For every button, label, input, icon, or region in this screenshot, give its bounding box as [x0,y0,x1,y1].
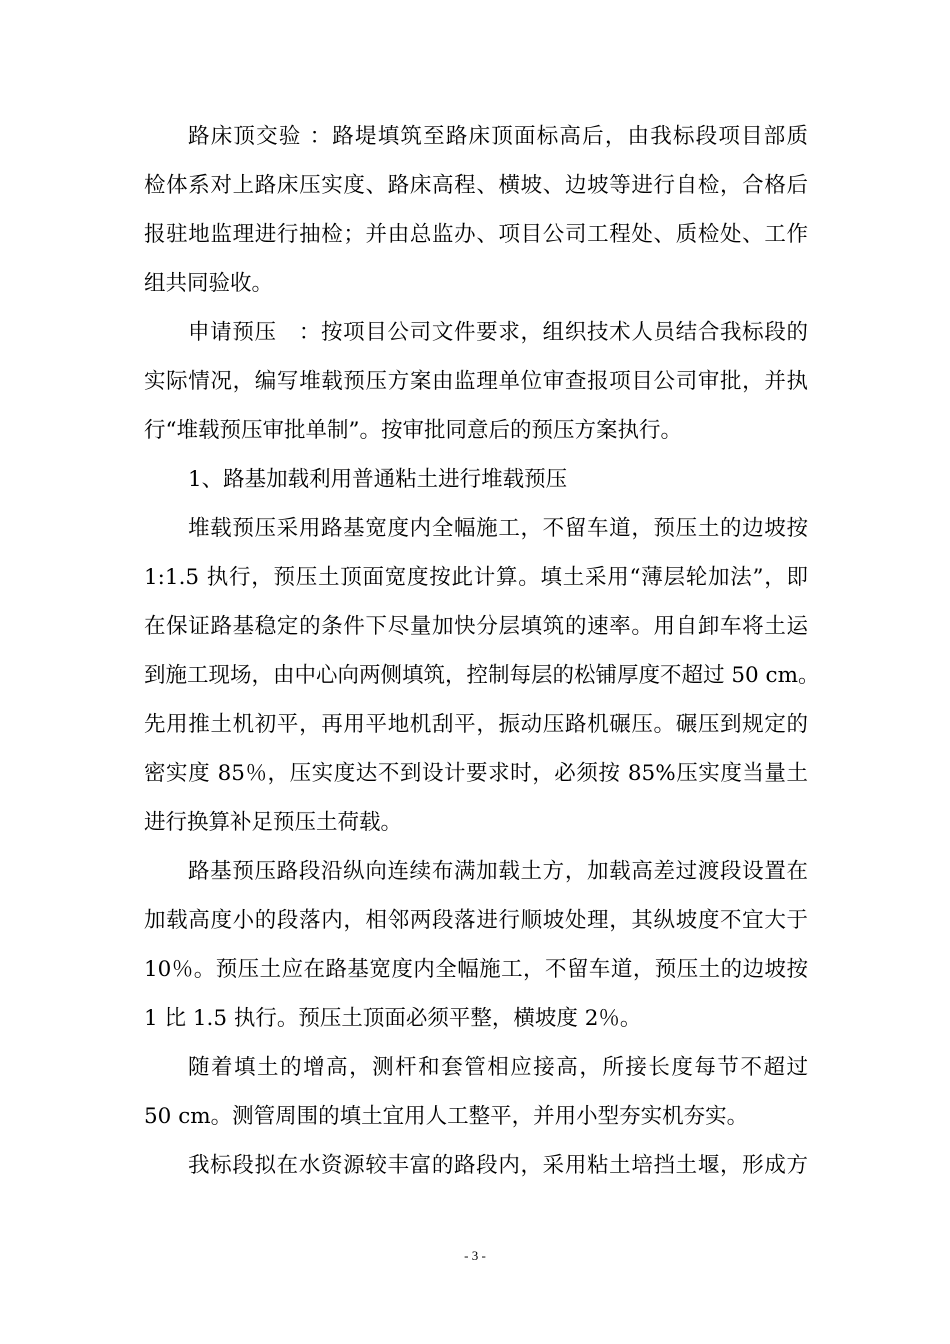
document-body [144,112,820,1190]
text-line: 报驻地监理进行抽检；并由总监办、项目公司工程处、质检处、工作 [144,222,808,247]
text-line: 路基预压路段沿纵向连续布满加载土方，加载高差过渡段设置在 [188,859,808,884]
paragraph-measuring-rod [144,1043,808,1141]
text-line: 实际情况，编写堆载预压方案由监理单位审查报项目公司审批，并执 [144,369,808,394]
text-line: 加载高度小的段落内，相邻两段落进行顺坡处理，其纵坡度不宜大于 [144,908,808,933]
text-line: 申请预压 ：按项目公司文件要求，组织技术人员结合我标段的 [188,320,808,345]
paragraph-longitudinal-loading [144,847,808,1043]
text-line: 检体系对上路床压实度、路床高程、横坡、边坡等进行自检，合格后 [144,173,808,198]
heading-line: 1、路基加载利用普通粘土进行堆载预压 [188,467,568,492]
text-line: 行“堆载预压审批单制”。按审批同意后的预压方案执行。 [144,418,682,443]
text-line: 到施工现场，由中心向两侧填筑，控制每层的松铺厚度不超过 50 cm。 [144,663,820,688]
text-line: 1:1.5 执行，预压土顶面宽度按此计算。填土采用“薄层轮加法”，即 [144,565,808,590]
text-line: 进行换算补足预压土荷载。 [144,810,403,835]
section-heading [144,455,808,504]
text-line: 路床顶交验 ：路堤填筑至路床顶面标高后，由我标段项目部质 [188,124,808,149]
text-line: 随着填土的增高，测杆和套管相应接高，所接长度每节不超过 [188,1055,808,1080]
text-line: 10％。预压土应在路基宽度内全幅施工，不留车道，预压土的边坡按 [144,957,808,982]
text-line: 在保证路基稳定的条件下尽量加快分层填筑的速率。用自卸车将土运 [144,614,808,639]
paragraph-water-source [144,1141,808,1190]
text-line: 先用推土机初平，再用平地机刮平，振动压路机碾压。碾压到规定的 [144,712,808,737]
paragraph-preloading-method [144,504,820,847]
paragraph-apply-preloading [144,308,808,455]
page-number: - 3 - [464,1248,486,1263]
text-line: 我标段拟在水资源较丰富的路段内，采用粘土培挡土堰，形成方 [188,1153,808,1178]
text-line: 50 cm。测管周围的填土宜用人工整平，并用小型夯实机夯实。 [144,1104,749,1129]
text-line: 密实度 85％，压实度达不到设计要求时，必须按 85%压实度当量土 [144,761,808,786]
text-line: 组共同验收。 [144,271,274,296]
paragraph-roadbed-top-inspection [144,112,808,308]
text-line: 1 比 1.5 执行。预压土顶面必须平整，横坡度 2％。 [144,1006,642,1031]
text-line: 堆载预压采用路基宽度内全幅施工，不留车道，预压土的边坡按 [188,516,808,541]
